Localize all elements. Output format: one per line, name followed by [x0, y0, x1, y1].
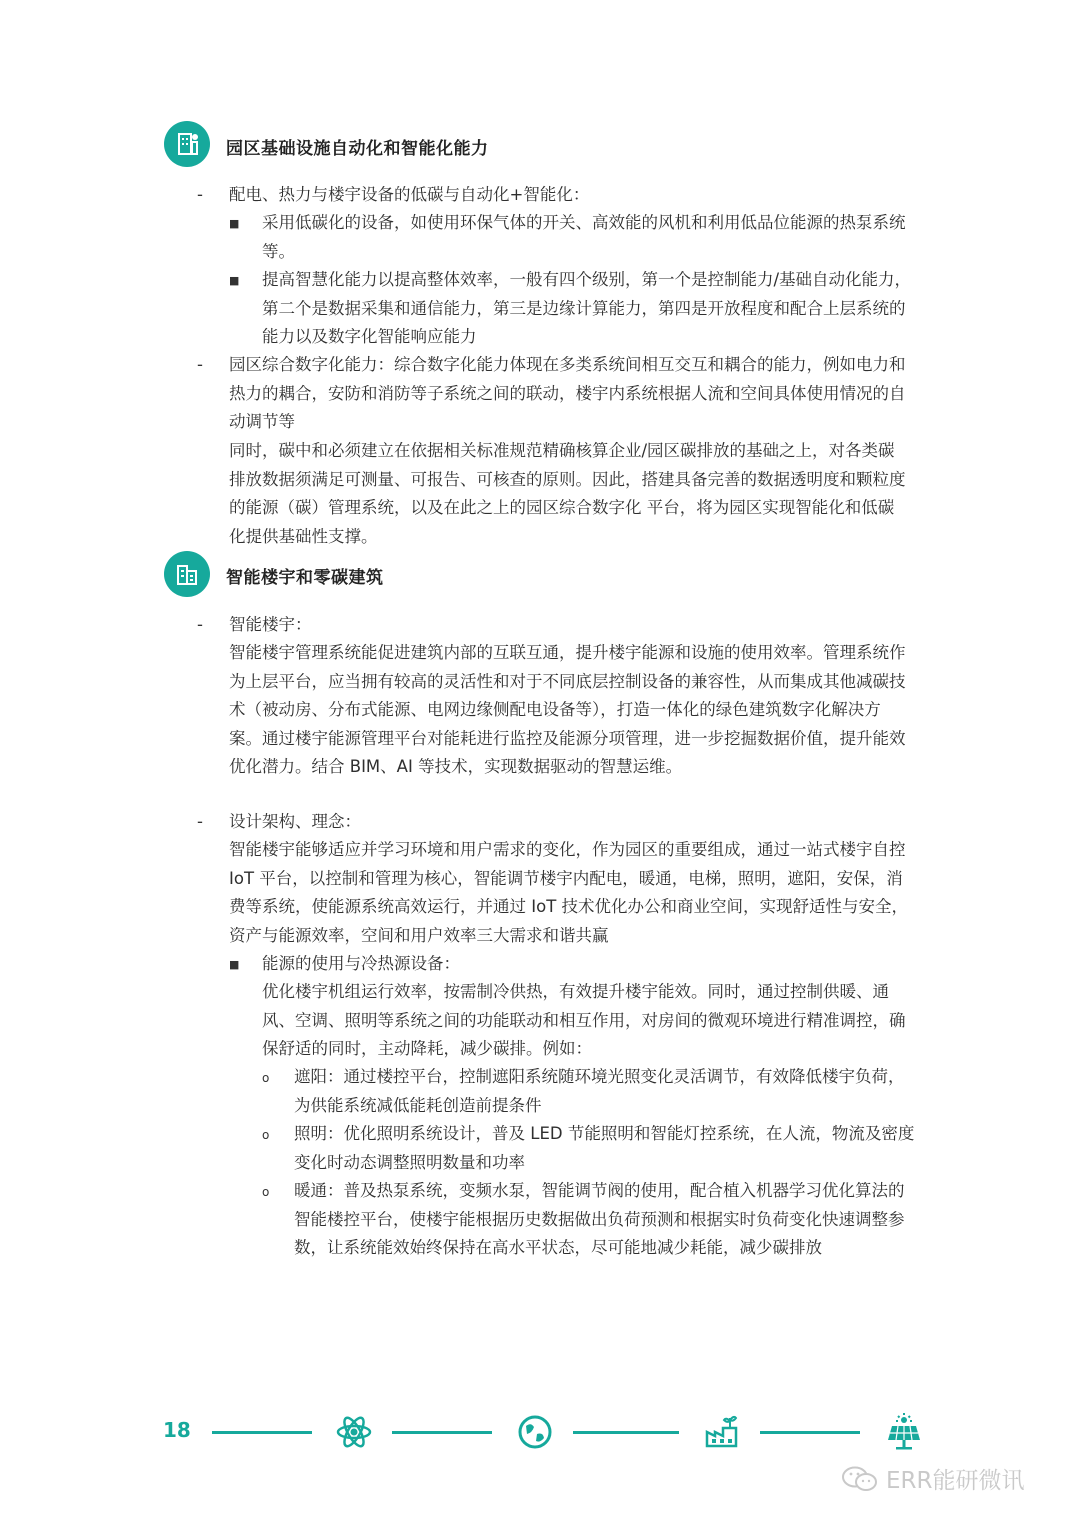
footer-divider — [212, 1431, 312, 1434]
paragraph: 同时，碳中和必须建立在依据相关标准规范精确核算企业/园区碳排放的基础之上，对各类碳排放数据须满足可测量、可报告、可核查的原则。因此，搭建具备完善的数据透明度和颗粒度的能源（碳）管理系统，以及在此之上的园区综合数字化 平台，将为园区实现智能化和低碳化提供基础性支撑。 — [229, 441, 906, 546]
list-dash: - — [197, 812, 203, 831]
atom-icon — [334, 1412, 374, 1452]
list-item: 遮阳：通过楼控平台，控制遮阳系统随环境光照变化灵活调节，有效降低楼宇负荷，为供能系统减低能耗创造前提条件 — [294, 1067, 905, 1115]
paragraph: 优化楼宇机组运行效率，按需制冷供热，有效提升楼宇能效。同时，通过控制供暖、通风、空调、照明等系统之间的功能联动和相互作用，对房间的微观环境进行精准调控，确保舒适的同时，主动降耗，减少碳排。例如： — [262, 982, 906, 1058]
list-square: ■ — [229, 274, 240, 287]
watermark-text: ERR能研微讯 — [886, 1468, 1025, 1494]
section-title: 智能楼宇和零碳建筑 — [226, 568, 384, 588]
list-item: 园区综合数字化能力：综合数字化能力体现在多类系统间相互交互和耦合的能力，例如电力和热力的耦合，安防和消防等子系统之间的联动，楼宇内系统根据人流和空间具体使用情况的自动调节等 — [229, 355, 906, 431]
list-square: ■ — [229, 958, 240, 971]
list-item: 配电、热力与楼宇设备的低碳与自动化+智能化： — [229, 185, 590, 204]
list-item: 设计架构、理念： — [229, 812, 361, 831]
list-dash: - — [197, 615, 203, 634]
paragraph: 智能楼宇能够适应并学习环境和用户需求的变化，作为园区的重要组成，通过一站式楼宇自控 IoT 平台，以控制和管理为核心，智能调节楼宇内配电，暖通，电梯，照明，遮阳，安保，消费等系统，使能源系统高效运行，并通过 IoT 技术优化办公和商业空间，实现舒适性与安全，资产与能源效率，空间和用户效率三大需求和谐共赢 — [229, 840, 909, 945]
paragraph: 智能楼宇管理系统能促进建筑内部的互联互通，提升楼宇能源和设施的使用效率。管理系统作为上层平台，应当拥有较高的灵活性和对于不同底层控制设备的兼容性，从而集成其他减碳技术（被动房、分布式能源、电网边缘侧配电设备等），打造一体化的绿色建筑数字化解决方案。通过楼宇能源管理平台对能耗进行监控及能源分项管理，进一步挖掘数据价值，提升能效优化潜力。结合 BIM、AI 等技术，实现数据驱动的智慧运维。 — [229, 643, 906, 776]
page-number: 18 — [163, 1418, 191, 1442]
list-dash: - — [197, 355, 203, 374]
list-item: 暖通：普及热泵系统，变频水泵，智能调节阀的使用，配合植入机器学习优化算法的智能楼控平台，使楼宇能根据历史数据做出负荷预测和根据实时负荷变化快速调整参数，让系统能效始终保持在高水平状态，尽可能地减少耗能，减少碳排放 — [294, 1181, 905, 1257]
solar-panel-icon — [884, 1412, 924, 1452]
building-icon — [164, 121, 210, 167]
footer-divider — [573, 1431, 679, 1434]
list-dash: - — [197, 185, 203, 204]
footer-divider — [760, 1431, 860, 1434]
list-item: 智能楼宇： — [229, 615, 312, 634]
section-title: 园区基础设施自动化和智能化能力 — [226, 139, 489, 159]
watermark — [840, 1462, 1025, 1495]
list-circle: o — [262, 1185, 270, 1199]
city-buildings-icon — [164, 551, 210, 597]
wechat-icon — [840, 1464, 880, 1494]
list-item: 能源的使用与冷热源设备： — [262, 954, 460, 973]
list-circle: o — [262, 1128, 270, 1142]
list-item: 提高智慧化能力以提高整体效率，一般有四个级别，第一个是控制能力/基础自动化能力，第二个是数据采集和通信能力，第三是边缘计算能力，第四是开放程度和配合上层系统的能力以及数字化智能响应能力 — [262, 270, 912, 346]
list-item: 照明：优化照明系统设计，普及 LED 节能照明和智能灯控系统，在人流，物流及密度变化时动态调整照明数量和功率 — [294, 1124, 915, 1172]
globe-icon — [515, 1412, 555, 1452]
factory-plant-icon — [702, 1412, 742, 1452]
footer-divider — [392, 1431, 492, 1434]
list-item: 采用低碳化的设备，如使用环保气体的开关、高效能的风机和利用低品位能源的热泵系统等。 — [262, 213, 906, 261]
list-square: ■ — [229, 217, 240, 230]
list-circle: o — [262, 1071, 270, 1085]
